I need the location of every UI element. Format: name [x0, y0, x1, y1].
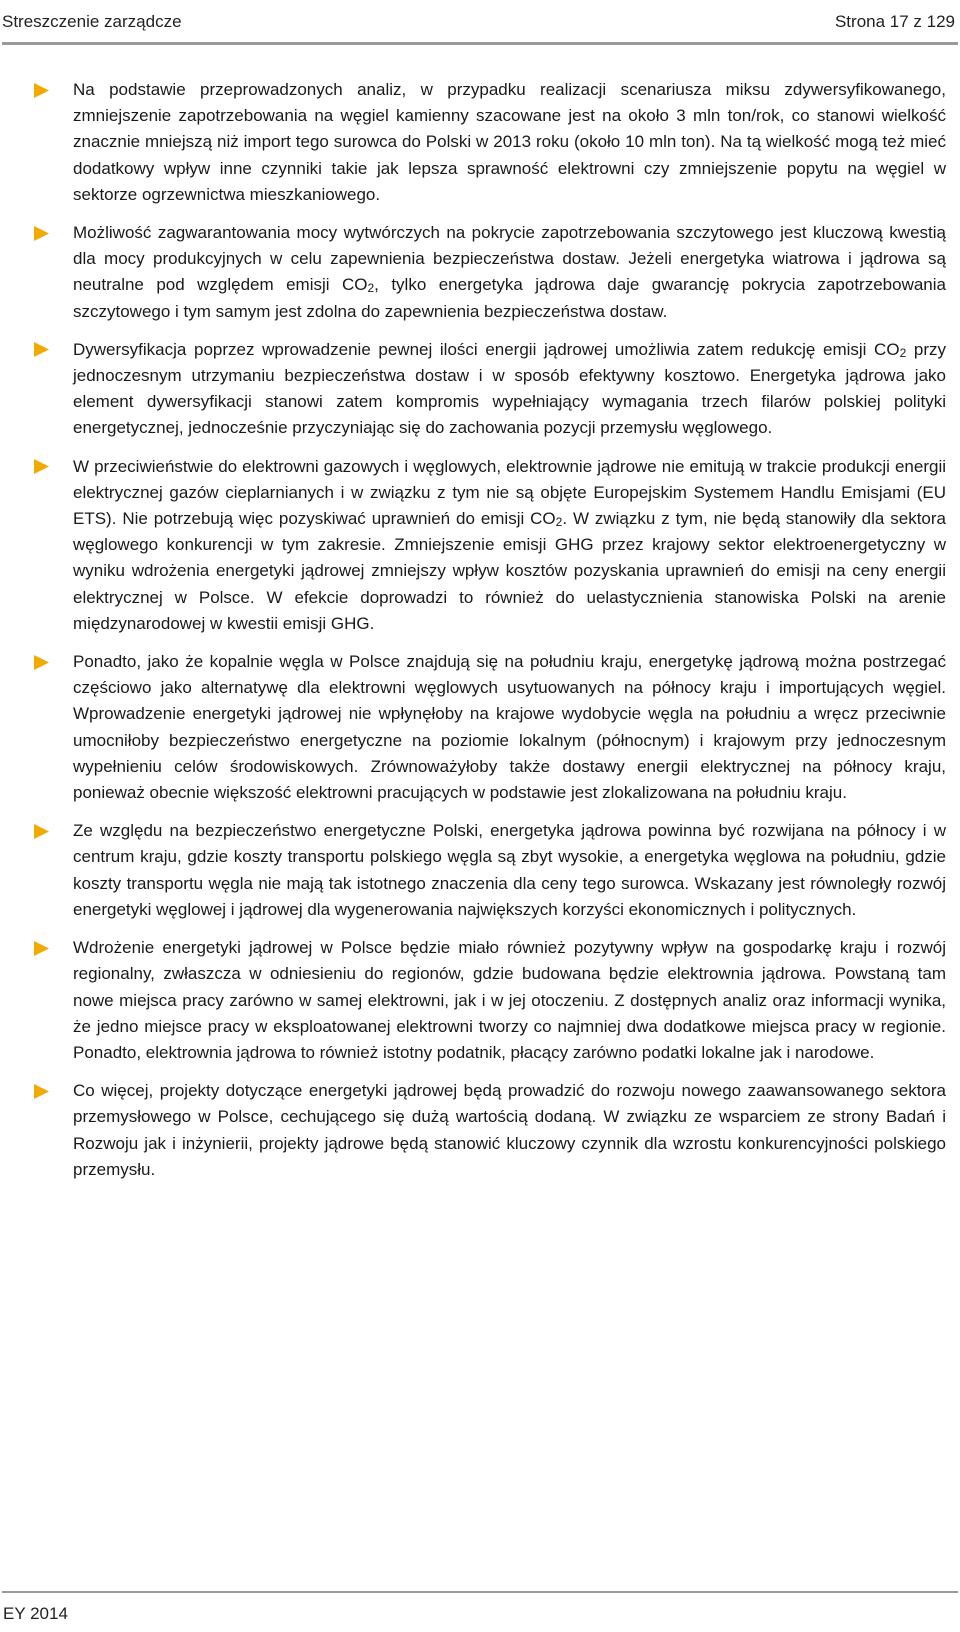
header-divider	[2, 42, 958, 45]
arrow-bullet-icon	[34, 454, 73, 480]
bullet-text	[73, 454, 946, 637]
text-run: Na podstawie przeprowadzonych analiz, w przypadku realizacji scenariusza miksu zdywersyfikowanego, zmniejszenie zapotrzebowania na węgiel kamienny szacowane jest na około 3 mln ton/rok, co stanowi wielkość znacznie mniejszą niż import tego surowca do Polski w 2013 roku (około 10 mln ton). Na tą wielkość mogą też mieć dodatkowy wpływ inne czynniki takie jak lepsza sprawność elektrowni czy zmniejszenie popytu na węgiel w sektorze ogrzewnictwa mieszkaniowego.	[73, 80, 946, 204]
arrow-bullet-icon	[34, 1078, 73, 1104]
arrow-bullet-icon	[34, 649, 73, 675]
page-number: Strona 17 z 129	[834, 12, 955, 31]
text-run: Ze względu na bezpieczeństwo energetyczne Polski, energetyka jądrowa powinna być rozwijana na północy i w centrum kraju, gdzie koszty transportu polskiego węgla są zbyt wysokie, a energetyka węglowa na południu, gdzie koszty transportu węgla nie mają tak istotnego znaczenia dla ceny tego surowca. Wskazany jest równoległy rozwój energetyki węglowej i jądrowej dla wygenerowania największych korzyści ekonomicznych i politycznych.	[73, 821, 946, 919]
subscript: 2	[555, 515, 563, 530]
bullet-item	[34, 818, 946, 923]
bullet-item	[34, 337, 946, 442]
text-run: . W związku z tym, nie będą stanowiły dla sektora węglowego konkurencji w tym zakresie. Zmniejszenie emisji GHG przez krajowy sektor elektroenergetyczny w wyniku wdrożenia energetyki jądrowej zmniejszy wpływ kosztów pozyskania uprawnień do emisji na ceny energii elektrycznej w Polsce. W efekcie doprowadzi to również do uelastycznienia stanowiska Polski na arenie międzynarodowej w kwestii emisji GHG.	[73, 509, 947, 633]
subscript: 2	[899, 345, 907, 360]
bullet-item	[34, 649, 946, 806]
text-run: , tylko energetyka jądrowa daje gwarancję pokrycia zapotrzebowania szczytowego i tym samym jest zdolna do zapewnienia bezpieczeństwa dostaw.	[73, 275, 946, 321]
bullet-text	[73, 1078, 946, 1183]
bullet-text	[73, 77, 946, 208]
bullet-text	[73, 935, 946, 1066]
text-run: Dywersyfikacja poprzez wprowadzenie pewnej ilości energii jądrowej umożliwia zatem redukcję emisji CO	[73, 339, 900, 359]
text-run: W przeciwieństwie do elektrowni gazowych i węglowych, elektrownie jądrowe nie emitują w trakcie produkcji energii elektrycznej gazów cieplarnianych i w związku z tym nie są objęte Europejskim Systemem Handlu Emisjami (EU ETS). Nie potrzebują więc pozyskiwać uprawnień do emisji CO	[73, 456, 946, 529]
bullet-text	[73, 337, 946, 442]
text-run: Wdrożenie energetyki jądrowej w Polsce będzie miało również pozytywny wpływ na gospodarkę kraju i rozwój regionalny, zwłaszcza w odniesieniu do regionów, gdzie budowana będzie elektrownia jądrowa. Powstaną tam nowe miejsca pracy zarówno w samej elektrowni, jak i w jej otoczeniu. Z dostępnych analiz oraz informacji wynika, że jedno miejsce pracy w eksploatowanej elektrowni tworzy co najmniej dwa dodatkowe miejsca pracy w regionie. Ponadto, elektrownia jądrowa to również istotny podatnik, płacący zarówno podatki lokalne jak i narodowe.	[73, 938, 946, 1062]
bullet-text	[73, 818, 946, 923]
footer-copyright: EY 2014	[3, 1604, 68, 1623]
arrow-bullet-icon	[34, 818, 73, 844]
document-section-title: Streszczenie zarządcze	[2, 12, 182, 31]
text-run: Co więcej, projekty dotyczące energetyki jądrowej będą prowadzić do rozwoju nowego zaawansowanego sektora przemysłowego w Polsce, cechującego się dużą wartością dodaną. W związku ze wsparciem ze strony Badań i Rozwoju jak i inżynierii, projekty jądrowe będą stanowić kluczowy czynnik dla wzrostu konkurencyjności polskiego przemysłu.	[73, 1081, 946, 1179]
bullet-item	[34, 1078, 946, 1183]
bullet-text	[73, 220, 946, 325]
arrow-bullet-icon	[34, 77, 73, 103]
footer-divider	[2, 1591, 958, 1593]
text-run: Ponadto, jako że kopalnie węgla w Polsce znajdują się na południu kraju, energetykę jądrową można postrzegać częściowo jako alternatywę dla elektrowni węglowych usytuowanych na północy kraju i importujących węgiel. Wprowadzenie energetyki jądrowej nie wpłynęłoby na krajowe wydobycie węgla na południu a wręcz przeciwnie umocniłoby bezpieczeństwo energetyczne na poziomie lokalnym (północnym) i krajowym przy jednoczesnym wypełnieniu celów środowiskowych. Zrównoważyłoby także dostawy energii elektrycznej na północy kraju, ponieważ obecnie większość elektrowni pracujących w podstawie jest zlokalizowana na południu kraju.	[73, 652, 946, 803]
subscript: 2	[367, 281, 375, 296]
arrow-bullet-icon	[34, 220, 73, 246]
arrow-bullet-icon	[34, 935, 73, 961]
bullet-item	[34, 220, 946, 325]
document-body	[34, 77, 946, 1195]
page-header	[0, 0, 960, 47]
bullet-item	[34, 77, 946, 208]
bullet-item	[34, 935, 946, 1066]
text-run: przy jednoczesnym utrzymaniu bezpieczeństwa dostaw i w sposób efektywny kosztowo. Energetyka jądrowa jako element dywersyfikacji stanowi zatem kompromis wypełniający wymagania trzech filarów polskiej polityki energetycznej, jednocześnie przyczyniając się do zachowania pozycji przemysłu węglowego.	[73, 339, 946, 438]
bullet-text	[73, 649, 946, 806]
text-run: Możliwość zagwarantowania mocy wytwórczych na pokrycie zapotrzebowania szczytowego jest kluczową kwestią dla mocy produkcyjnych w celu zapewnienia bezpieczeństwa dostaw. Jeżeli energetyka wiatrowa i jądrowa są neutralne pod względem emisji CO	[73, 223, 946, 295]
arrow-bullet-icon	[34, 337, 73, 363]
bullet-item	[34, 454, 946, 637]
